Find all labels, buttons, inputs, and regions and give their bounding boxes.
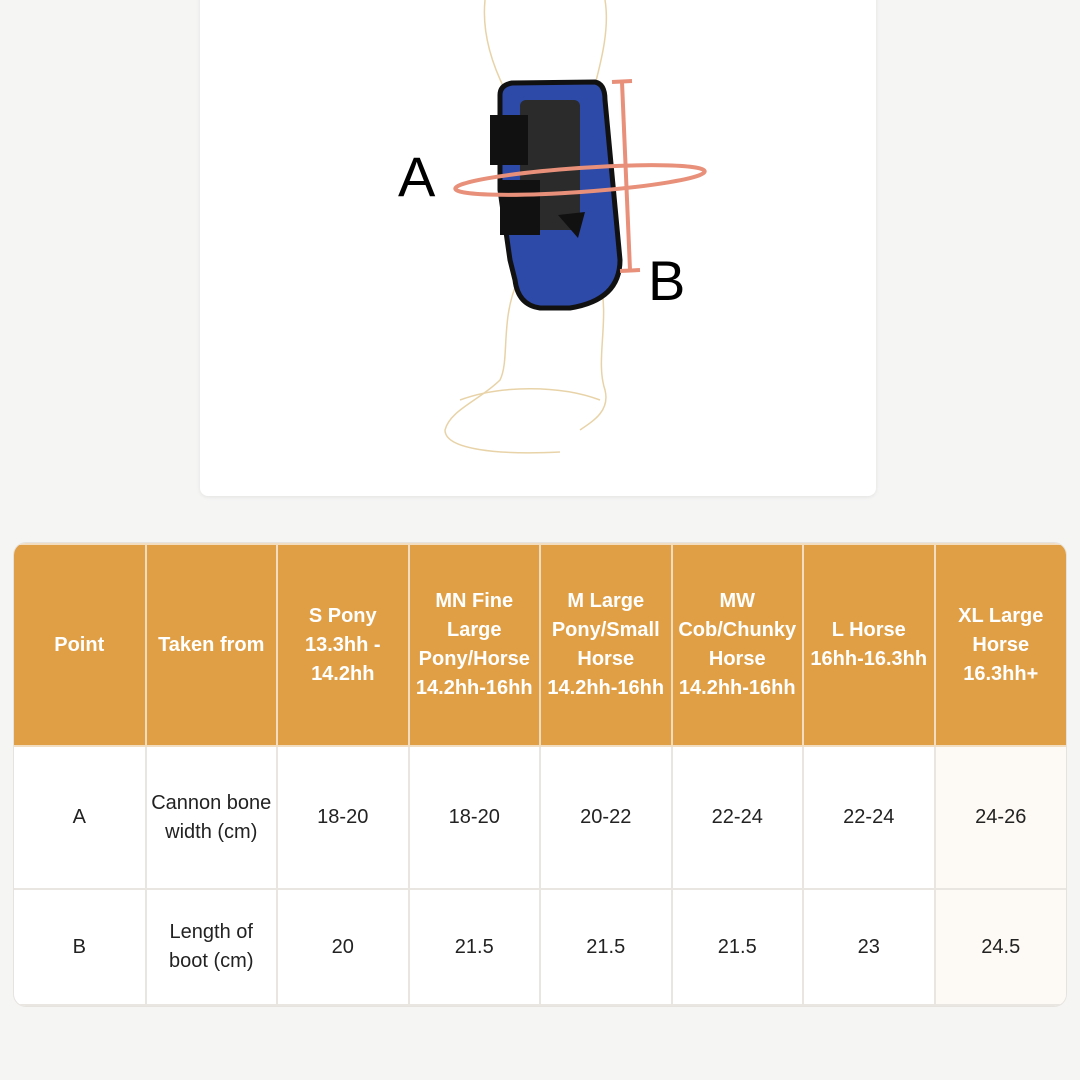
cell: 18-20 [409,746,541,889]
cell: 23 [803,889,935,1005]
cell: 20 [277,889,409,1005]
cell: Cannon bone width (cm) [146,746,278,889]
cell: B [14,889,146,1005]
label-a: A [398,145,436,208]
cell: Length of boot (cm) [146,889,278,1005]
cell: 24.5 [935,889,1067,1005]
cell: 20-22 [540,746,672,889]
cell: 18-20 [277,746,409,889]
size-chart-table [14,543,1066,1006]
cell: 21.5 [540,889,672,1005]
table-header-row [14,544,1066,746]
table-row [14,746,1066,889]
header-size-l: L Horse 16hh-16.3hh [803,544,935,746]
header-size-xl: XL Large Horse 16.3hh+ [935,544,1067,746]
measurement-diagram-card [200,0,876,496]
header-point: Point [14,544,146,746]
cell: 21.5 [672,889,804,1005]
table-row [14,889,1066,1005]
label-b: B [648,249,686,312]
cell: 21.5 [409,889,541,1005]
cell: A [14,746,146,889]
cell: 22-24 [803,746,935,889]
cell: 22-24 [672,746,804,889]
cell: 24-26 [935,746,1067,889]
header-size-mn: MN Fine Large Pony/Horse 14.2hh-16hh [409,544,541,746]
header-taken-from: Taken from [146,544,278,746]
header-size-mw: MW Cob/Chunky Horse 14.2hh-16hh [672,544,804,746]
boot-measurement-illustration [200,0,876,496]
header-size-s: S Pony 13.3hh - 14.2hh [277,544,409,746]
header-size-m: M Large Pony/Small Horse 14.2hh-16hh [540,544,672,746]
